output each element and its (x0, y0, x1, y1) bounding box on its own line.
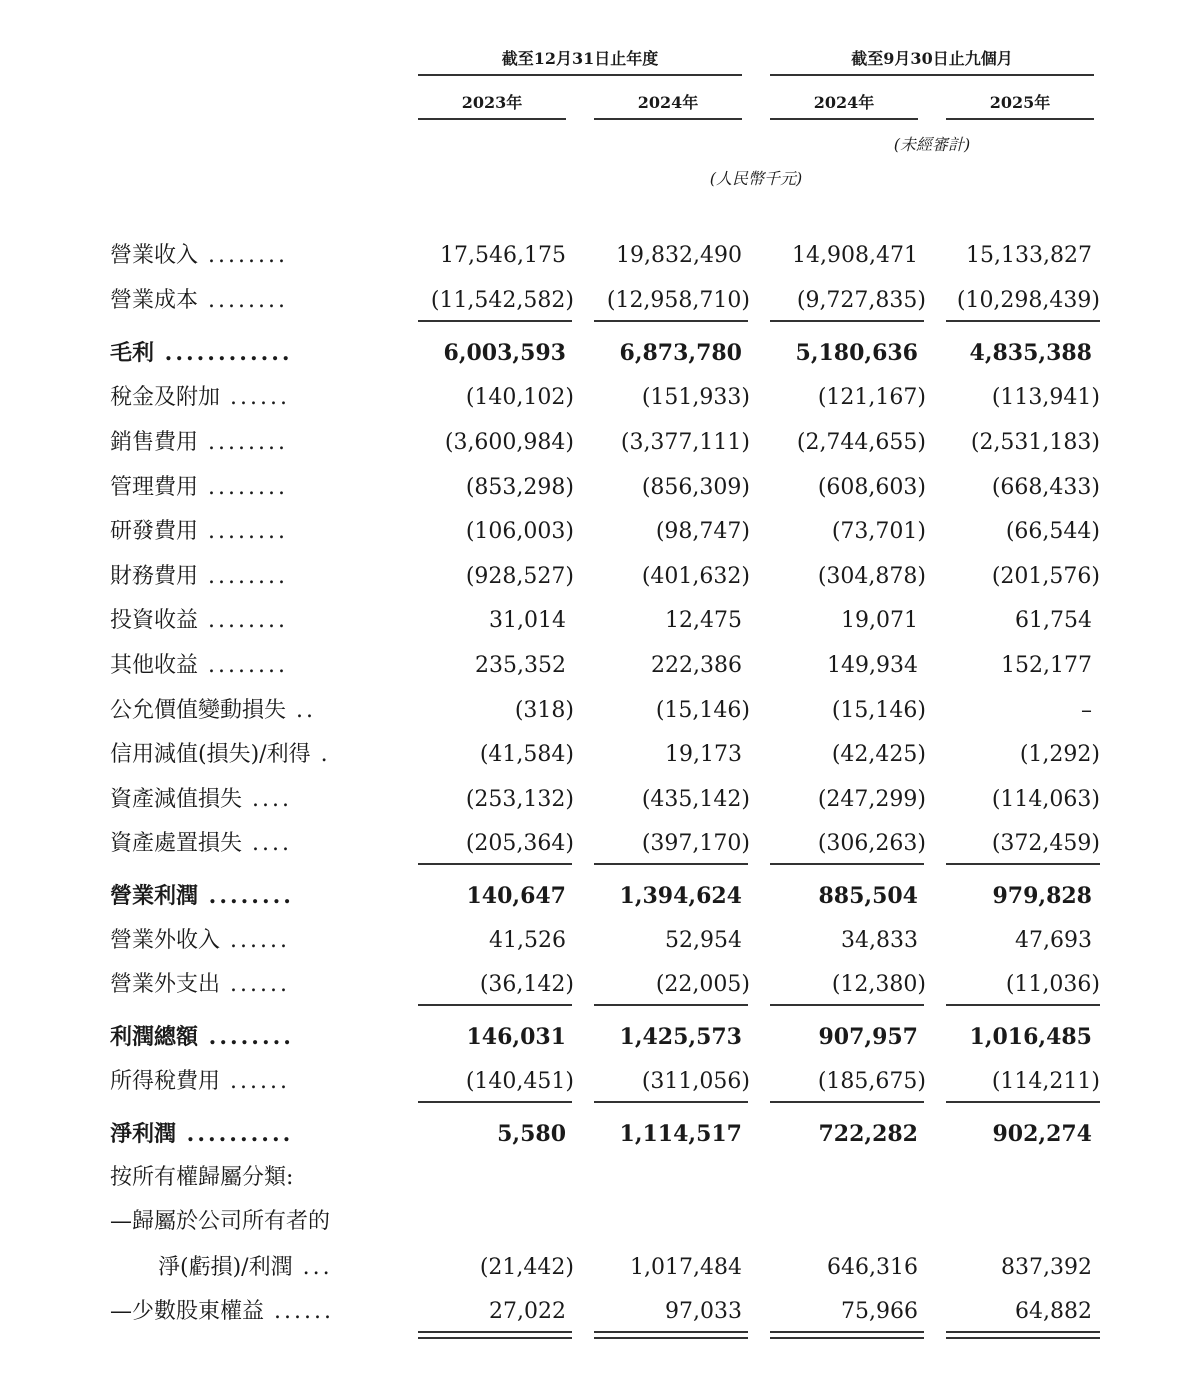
value-cell: (21,442) (479, 1255, 574, 1280)
row-label-text: —少數股東權益 (110, 1299, 265, 1324)
row-label-text: 研發費用 (110, 519, 199, 544)
row-label (110, 733, 382, 777)
row-label-text: 信用減值(損失)/利得 (110, 742, 311, 767)
row-label-text: 營業利潤 (110, 883, 199, 909)
value-cell: 19,173 (665, 742, 742, 767)
value-cell: 5,580 (497, 1121, 566, 1147)
table-row (0, 1200, 1200, 1244)
row-label-text: 稅金及附加 (110, 385, 221, 410)
value-cell: (42,425) (831, 742, 926, 767)
leader-dots: ........ (198, 243, 288, 268)
leader-dots: .... (242, 831, 292, 856)
table-row (0, 1060, 1200, 1104)
row-label-text: 利潤總額 (110, 1024, 199, 1050)
value-cell: 722,282 (818, 1121, 918, 1147)
table-row (0, 555, 1200, 599)
row-label-text: 按所有權歸屬分類: (110, 1165, 294, 1190)
table-row (0, 331, 1200, 375)
value-cell: 31,014 (489, 608, 566, 633)
row-label (110, 874, 382, 918)
value-cell: 646,316 (827, 1255, 918, 1280)
value-cell: 75,966 (841, 1299, 918, 1324)
value-cell: (201,576) (991, 564, 1100, 589)
value-cell: 222,386 (651, 653, 742, 678)
value-cell: 235,352 (475, 653, 566, 678)
leader-dots: ........ (198, 430, 288, 455)
value-cell: – (1081, 698, 1092, 723)
row-label-text: 資產處置損失 (110, 831, 243, 856)
value-cell: 837,392 (1001, 1255, 1092, 1280)
value-cell: (22,005) (655, 972, 750, 997)
value-cell: 41,526 (489, 928, 566, 953)
period-header-9m-rule (770, 74, 1094, 76)
row-label (110, 421, 382, 465)
row-label-text: 所得稅費用 (110, 1069, 221, 1094)
value-cell: (608,603) (817, 475, 926, 500)
row-label-text: 淨(虧損)/利潤 (158, 1255, 293, 1280)
value-cell: 1,017,484 (630, 1255, 742, 1280)
value-cell: (10,298,439) (956, 288, 1100, 313)
value-cell: (36,142) (479, 972, 574, 997)
leader-dots: .......... (176, 1121, 294, 1147)
subtotal-rule (770, 1004, 924, 1006)
leader-dots: ........ (198, 1024, 294, 1050)
row-label (110, 644, 382, 688)
row-label (110, 331, 382, 375)
row-label (110, 1015, 382, 1059)
value-cell: (12,380) (831, 972, 926, 997)
row-label-text: 營業成本 (110, 288, 199, 313)
row-label-text: 投資收益 (110, 608, 199, 633)
value-cell: 27,022 (489, 1299, 566, 1324)
value-cell: 61,754 (1015, 608, 1092, 633)
table-row (0, 733, 1200, 777)
value-cell: (3,377,111) (620, 430, 750, 455)
year-rule (770, 118, 918, 120)
total-double-rule (418, 1331, 572, 1339)
subtotal-rule (594, 1101, 748, 1103)
value-cell: 34,833 (841, 928, 918, 953)
value-cell: (2,531,183) (970, 430, 1100, 455)
table-row (0, 1246, 1200, 1290)
total-double-rule (594, 1331, 748, 1339)
table-row (0, 599, 1200, 643)
value-cell: (41,584) (479, 742, 574, 767)
subtotal-rule (418, 320, 572, 322)
subtotal-rule (770, 863, 924, 865)
leader-dots: . (310, 742, 331, 767)
value-cell: 14,908,471 (792, 243, 918, 268)
row-label (110, 599, 382, 643)
table-row (0, 874, 1200, 918)
row-label-text: 管理費用 (110, 475, 199, 500)
value-cell: (304,878) (817, 564, 926, 589)
row-label (110, 234, 382, 278)
row-label-text: 毛利 (110, 340, 155, 366)
value-cell: (66,544) (1005, 519, 1100, 544)
total-double-rule (770, 1331, 924, 1339)
currency-note: (人民幣千元) (709, 169, 803, 188)
value-cell: (12,958,710) (606, 288, 750, 313)
leader-dots: ...... (220, 928, 290, 953)
value-cell: (311,056) (641, 1069, 750, 1094)
row-label-text: 銷售費用 (110, 430, 199, 455)
table-row (0, 778, 1200, 822)
year-rule (946, 118, 1094, 120)
table-row (0, 234, 1200, 278)
subtotal-rule (418, 863, 572, 865)
value-cell: 149,934 (827, 653, 918, 678)
leader-dots: ............ (154, 340, 293, 366)
value-cell: 140,647 (466, 883, 566, 909)
year-rule (594, 118, 742, 120)
period-header-fy-rule (418, 74, 742, 76)
row-label-text: 公允價值變動損失 (110, 698, 287, 723)
row-label (110, 1246, 430, 1290)
unaudited-note: (未經審計) (893, 135, 971, 154)
subtotal-rule (418, 1101, 572, 1103)
leader-dots: ........ (198, 653, 288, 678)
year-header-2024-9m: 2024年 (813, 93, 875, 112)
value-cell: (668,433) (991, 475, 1100, 500)
leader-dots: .... (242, 787, 292, 812)
table-row (0, 644, 1200, 688)
leader-dots: ... (292, 1255, 333, 1280)
leader-dots: ...... (220, 385, 290, 410)
subtotal-rule (594, 1004, 748, 1006)
value-cell: (140,451) (465, 1069, 574, 1094)
row-label-text: 營業外收入 (110, 928, 221, 953)
value-cell: 64,882 (1015, 1299, 1092, 1324)
subtotal-rule (594, 320, 748, 322)
value-cell: 19,071 (841, 608, 918, 633)
table-row (0, 421, 1200, 465)
row-label (110, 279, 382, 323)
table-row (0, 963, 1200, 1007)
value-cell: 6,873,780 (619, 340, 742, 366)
row-label (110, 778, 382, 822)
subtotal-rule (946, 1004, 1100, 1006)
value-cell: (15,146) (655, 698, 750, 723)
row-label (110, 1290, 382, 1334)
row-label-text: 財務費用 (110, 564, 199, 589)
value-cell: (114,211) (991, 1069, 1100, 1094)
table-row (0, 919, 1200, 963)
value-cell: (11,036) (1005, 972, 1100, 997)
value-cell: (140,102) (465, 385, 574, 410)
table-row (0, 510, 1200, 554)
leader-dots: ........ (198, 564, 288, 589)
table-row (0, 1112, 1200, 1156)
table-row (0, 1290, 1200, 1334)
leader-dots: ........ (198, 883, 294, 909)
row-label-text: 資產減值損失 (110, 787, 243, 812)
value-cell: (15,146) (831, 698, 926, 723)
row-label (110, 376, 382, 420)
year-header-2023: 2023年 (461, 93, 523, 112)
row-label-text: 營業收入 (110, 243, 199, 268)
row-label-text: 淨利潤 (110, 1121, 177, 1147)
table-row (0, 279, 1200, 323)
value-cell: 19,832,490 (616, 243, 742, 268)
row-label (110, 1112, 382, 1156)
value-cell: (372,459) (991, 831, 1100, 856)
leader-dots: ........ (198, 475, 288, 500)
row-label (110, 1060, 382, 1104)
year-rule (418, 118, 566, 120)
value-cell: (98,747) (655, 519, 750, 544)
table-row (0, 822, 1200, 866)
year-header-2024-fy: 2024年 (637, 93, 699, 112)
subtotal-rule (946, 863, 1100, 865)
value-cell: (121,167) (817, 385, 926, 410)
value-cell: (397,170) (641, 831, 750, 856)
value-cell: (114,063) (991, 787, 1100, 812)
row-label (110, 822, 382, 866)
row-label (110, 1200, 382, 1244)
leader-dots: ...... (220, 1069, 290, 1094)
value-cell: (106,003) (465, 519, 574, 544)
value-cell: 152,177 (1001, 653, 1092, 678)
table-row (0, 1015, 1200, 1059)
row-label (110, 919, 382, 963)
value-cell: (185,675) (817, 1069, 926, 1094)
value-cell: (853,298) (465, 475, 574, 500)
value-cell: (253,132) (465, 787, 574, 812)
table-row (0, 376, 1200, 420)
value-cell: (113,941) (991, 385, 1100, 410)
value-cell: (205,364) (465, 831, 574, 856)
leader-dots: ........ (198, 519, 288, 544)
value-cell: (1,292) (1019, 742, 1100, 767)
table-row (0, 466, 1200, 510)
value-cell: (151,933) (641, 385, 750, 410)
value-cell: 979,828 (992, 883, 1092, 909)
value-cell: 97,033 (665, 1299, 742, 1324)
leader-dots: .. (286, 698, 316, 723)
value-cell: 1,114,517 (619, 1121, 742, 1147)
row-label (110, 510, 382, 554)
value-cell: 52,954 (665, 928, 742, 953)
value-cell: 885,504 (818, 883, 918, 909)
value-cell: 15,133,827 (966, 243, 1092, 268)
period-header-fy: 截至12月31日止年度 (501, 49, 659, 68)
value-cell: 47,693 (1015, 928, 1092, 953)
value-cell: 1,016,485 (969, 1024, 1092, 1050)
row-label-text: —歸屬於公司所有者的 (110, 1209, 331, 1234)
row-label (110, 963, 382, 1007)
value-cell: (306,263) (817, 831, 926, 856)
year-header-2025-9m: 2025年 (989, 93, 1051, 112)
value-cell: (928,527) (465, 564, 574, 589)
table-row (0, 1156, 1200, 1200)
value-cell: (318) (514, 698, 574, 723)
subtotal-rule (594, 863, 748, 865)
value-cell: 17,546,175 (440, 243, 566, 268)
value-cell: 146,031 (466, 1024, 566, 1050)
leader-dots: ........ (198, 608, 288, 633)
table-row (0, 689, 1200, 733)
leader-dots: ...... (264, 1299, 334, 1324)
total-double-rule (946, 1331, 1100, 1339)
value-cell: (401,632) (641, 564, 750, 589)
subtotal-rule (418, 1004, 572, 1006)
row-label-text: 營業外支出 (110, 972, 221, 997)
value-cell: 902,274 (992, 1121, 1092, 1147)
subtotal-rule (946, 320, 1100, 322)
value-cell: 6,003,593 (443, 340, 566, 366)
value-cell: (9,727,835) (796, 288, 926, 313)
value-cell: 1,425,573 (619, 1024, 742, 1050)
value-cell: 5,180,636 (795, 340, 918, 366)
row-label (110, 466, 382, 510)
row-label (110, 689, 382, 733)
value-cell: 12,475 (665, 608, 742, 633)
value-cell: 4,835,388 (969, 340, 1092, 366)
row-label-text: 其他收益 (110, 653, 199, 678)
period-header-9m: 截至9月30日止九個月 (851, 49, 1013, 68)
value-cell: (2,744,655) (796, 430, 926, 455)
value-cell: (435,142) (641, 787, 750, 812)
subtotal-rule (770, 1101, 924, 1103)
row-label (110, 1156, 382, 1200)
leader-dots: ........ (198, 288, 288, 313)
value-cell: (856,309) (641, 475, 750, 500)
value-cell: (11,542,582) (430, 288, 574, 313)
subtotal-rule (946, 1101, 1100, 1103)
subtotal-rule (770, 320, 924, 322)
value-cell: 1,394,624 (619, 883, 742, 909)
value-cell: (3,600,984) (444, 430, 574, 455)
value-cell: (73,701) (831, 519, 926, 544)
leader-dots: ...... (220, 972, 290, 997)
value-cell: 907,957 (818, 1024, 918, 1050)
row-label (110, 555, 382, 599)
value-cell: (247,299) (817, 787, 926, 812)
